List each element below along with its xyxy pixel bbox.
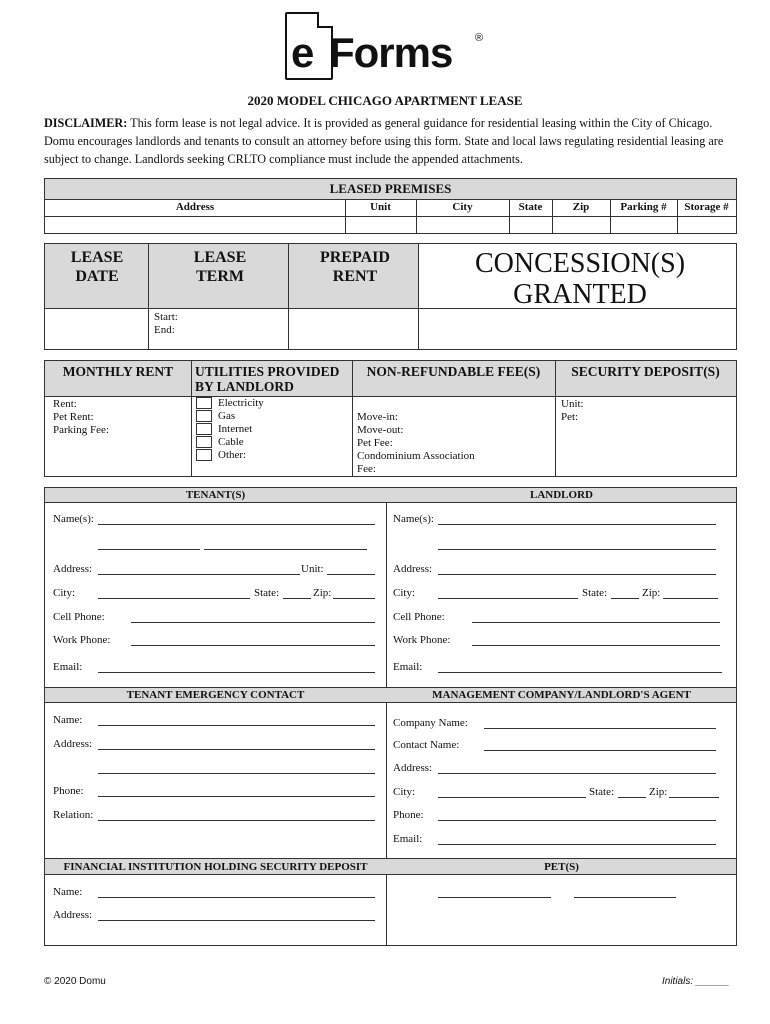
tenant-email-label: Email: <box>53 661 83 673</box>
agent-city-field[interactable] <box>438 797 586 798</box>
agent-email-label: Email: <box>393 833 423 845</box>
utility-other[interactable]: Other: <box>196 449 246 462</box>
landlord-state-label: State: <box>582 587 608 599</box>
financial-name-label: Name: <box>53 886 83 898</box>
tenant-work-label: Work Phone: <box>53 634 111 646</box>
pet-rent-label: Pet Rent: <box>53 411 94 423</box>
utility-gas[interactable]: Gas <box>196 410 235 423</box>
landlord-names-field[interactable] <box>438 524 716 525</box>
financial-header: FINANCIAL INSTITUTION HOLDING SECURITY DEPOSIT <box>63 861 368 873</box>
emergency-header: TENANT EMERGENCY CONTACT <box>126 689 305 701</box>
tenant-work-field[interactable] <box>131 645 375 646</box>
tenant-cell-label: Cell Phone: <box>53 611 105 623</box>
logo-forms: Forms <box>329 29 453 76</box>
col-state: State <box>518 201 543 213</box>
tenant-unit-field[interactable] <box>327 574 375 575</box>
move-out-label: Move-out: <box>357 424 404 436</box>
deposit-pet-label: Pet: <box>561 411 579 423</box>
monthly-rent-header: MONTHLY RENT <box>62 364 174 379</box>
eforms-logo <box>285 12 490 78</box>
financial-name-field[interactable] <box>98 897 375 898</box>
initials-field[interactable]: Initials: ______ <box>662 976 730 987</box>
tenant-zip-label: Zip: <box>313 587 332 599</box>
start-label: Start: <box>154 311 178 323</box>
checkbox[interactable] <box>196 423 212 435</box>
landlord-header: LANDLORD <box>530 489 593 501</box>
landlord-address-label: Address: <box>393 563 433 575</box>
checkbox[interactable] <box>196 436 212 448</box>
landlord-email-field[interactable] <box>438 672 722 673</box>
landlord-zip-label: Zip: <box>642 587 661 599</box>
agent-address-field[interactable] <box>438 773 716 774</box>
agent-email-field[interactable] <box>438 844 716 845</box>
landlord-cell-label: Cell Phone: <box>393 611 445 623</box>
tenant-state-label: State: <box>254 587 280 599</box>
tenant-names-field-3[interactable] <box>204 549 367 550</box>
landlord-city-field[interactable] <box>438 598 578 599</box>
registered-mark: ® <box>475 32 484 44</box>
financial-address-field[interactable] <box>98 920 375 921</box>
concessions-header: CONCESSION(S) GRANTED <box>474 248 686 310</box>
logo-e: e <box>291 29 315 76</box>
tenant-address-label: Address: <box>53 563 93 575</box>
lease-term-header: LEASE TERM <box>193 249 247 285</box>
disclaimer-label: DISCLAIMER: <box>44 116 128 130</box>
landlord-cell-field[interactable] <box>472 622 720 623</box>
deposit-header: SECURITY DEPOSIT(S) <box>571 364 720 379</box>
tenant-zip-field[interactable] <box>333 598 375 599</box>
emergency-address-label: Address: <box>53 738 93 750</box>
end-label: End: <box>154 324 175 336</box>
agent-zip-field[interactable] <box>669 797 719 798</box>
checkbox[interactable] <box>196 410 212 422</box>
landlord-state-field[interactable] <box>611 598 639 599</box>
leased-premises-table <box>44 178 737 234</box>
landlord-zip-field[interactable] <box>663 598 718 599</box>
tenant-cell-field[interactable] <box>131 622 375 623</box>
tenant-email-field[interactable] <box>98 672 375 673</box>
agent-company-label: Company Name: <box>393 717 468 729</box>
landlord-names-field-2[interactable] <box>438 549 716 550</box>
agent-header: MANAGEMENT COMPANY/LANDLORD'S AGENT <box>432 689 691 701</box>
checkbox[interactable] <box>196 397 212 409</box>
rent-utilities-table <box>44 360 737 477</box>
col-unit: Unit <box>370 201 391 213</box>
landlord-address-field[interactable] <box>438 574 716 575</box>
agent-state-field[interactable] <box>618 797 646 798</box>
pet-field-2[interactable] <box>574 897 676 898</box>
tenant-header: TENANT(S) <box>185 489 246 501</box>
utility-electricity[interactable]: Electricity <box>196 397 264 410</box>
agent-company-field[interactable] <box>484 728 716 729</box>
move-in-label: Move-in: <box>357 411 398 423</box>
agent-zip-label: Zip: <box>649 786 668 798</box>
col-city: City <box>452 201 473 213</box>
checkbox[interactable] <box>196 449 212 461</box>
agent-phone-label: Phone: <box>393 809 424 821</box>
lease-date-header: LEASE DATE <box>70 249 124 285</box>
parking-fee-label: Parking Fee: <box>53 424 109 436</box>
pet-fee-label: Pet Fee: <box>357 437 393 449</box>
agent-address-label: Address: <box>393 762 433 774</box>
emergency-address-field[interactable] <box>98 749 375 750</box>
utilities-header: UTILITIES PROVIDED BY LANDLORD <box>195 364 340 394</box>
lease-terms-table <box>44 243 737 350</box>
landlord-city-label: City: <box>393 587 416 599</box>
tenant-names-label: Name(s): <box>53 513 94 525</box>
tenant-names-field[interactable] <box>98 524 375 525</box>
emergency-address-field-2[interactable] <box>98 773 375 774</box>
agent-contact-label: Contact Name: <box>393 739 460 751</box>
rent-label: Rent: <box>53 398 77 410</box>
pet-field-1[interactable] <box>438 897 551 898</box>
fees-header: NON-REFUNDABLE FEE(S) <box>366 364 541 379</box>
disclaimer <box>44 114 734 168</box>
disclaimer-text: This form lease is not legal advice. It is provided as general guidance for residential leasing within the City of Chicago. Domu encourages landlords and tenants to consult an attorney before using this form. State and local laws regulating residential leasing are subject to change. Landlords seeking CRLTO compliance must include the appended attachments. <box>44 116 724 166</box>
contacts-table <box>44 487 737 946</box>
emergency-phone-label: Phone: <box>53 785 84 797</box>
col-zip: Zip <box>572 201 590 213</box>
tenant-unit-label: Unit: <box>301 563 324 575</box>
emergency-name-label: Name: <box>53 714 83 726</box>
tenant-address-field[interactable] <box>98 574 300 575</box>
condo-fee-label: Fee: <box>357 463 376 475</box>
landlord-names-label: Name(s): <box>393 513 434 525</box>
emergency-name-field[interactable] <box>98 725 375 726</box>
emergency-relation-field[interactable] <box>98 820 375 821</box>
col-address: Address <box>175 201 215 213</box>
copyright: © 2020 Domu <box>44 976 106 987</box>
col-storage: Storage # <box>684 201 729 213</box>
landlord-work-field[interactable] <box>472 645 720 646</box>
tenant-city-label: City: <box>53 587 76 599</box>
utility-cable[interactable]: Cable <box>196 436 244 449</box>
tenant-state-field[interactable] <box>283 598 311 599</box>
emergency-phone-field[interactable] <box>98 796 375 797</box>
agent-contact-field[interactable] <box>484 750 716 751</box>
document-title: 2020 MODEL CHICAGO APARTMENT LEASE <box>247 93 523 108</box>
col-parking: Parking # <box>620 201 667 213</box>
prepaid-rent-header: PREPAID RENT <box>320 249 390 285</box>
tenant-names-field-2[interactable] <box>98 549 200 550</box>
emergency-relation-label: Relation: <box>53 809 94 821</box>
agent-phone-field[interactable] <box>438 820 716 821</box>
pets-header: PET(S) <box>544 861 579 873</box>
leased-premises-header: LEASED PREMISES <box>45 179 736 199</box>
landlord-work-label: Work Phone: <box>393 634 451 646</box>
agent-city-label: City: <box>393 786 416 798</box>
condo-label: Condominium Association <box>357 450 475 462</box>
tenant-city-field[interactable] <box>98 598 250 599</box>
agent-state-label: State: <box>589 786 615 798</box>
deposit-unit-label: Unit: <box>561 398 584 410</box>
utility-internet[interactable]: Internet <box>196 423 252 436</box>
financial-address-label: Address: <box>53 909 93 921</box>
landlord-email-label: Email: <box>393 661 423 673</box>
